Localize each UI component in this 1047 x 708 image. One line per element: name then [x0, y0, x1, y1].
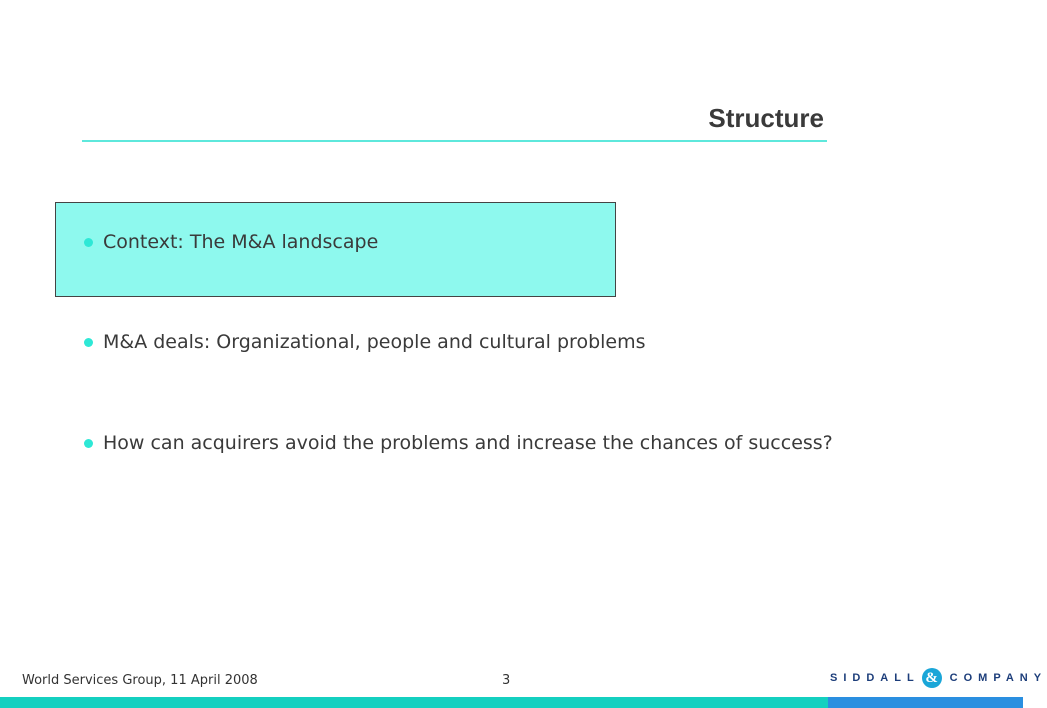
bullet-dot-icon: [84, 338, 93, 347]
slide-title: Structure: [708, 103, 824, 133]
footer-caption: World Services Group, 11 April 2008: [22, 673, 258, 688]
footer-bar-teal: [0, 697, 828, 708]
company-logo: [830, 668, 1047, 688]
bullet-dot-icon: [84, 439, 93, 448]
bullet-item: [84, 230, 378, 254]
logo-left-text: SIDDALL: [830, 672, 920, 684]
bullet-dot-icon: [84, 238, 93, 247]
bullet-item: [84, 330, 646, 354]
bullet-text: M&A deals: Organizational, people and cultural problems: [103, 331, 646, 353]
logo-right-text: COMPANY: [949, 672, 1047, 684]
bullet-text: How can acquirers avoid the problems and increase the chances of success?: [103, 432, 833, 454]
footer-bar-blue: [828, 697, 1023, 708]
bullet-text: Context: The M&A landscape: [103, 231, 379, 253]
ampersand-icon: &: [922, 668, 942, 688]
bullet-item: [84, 431, 833, 455]
title-divider: [82, 140, 827, 142]
page-number: 3: [502, 673, 511, 688]
